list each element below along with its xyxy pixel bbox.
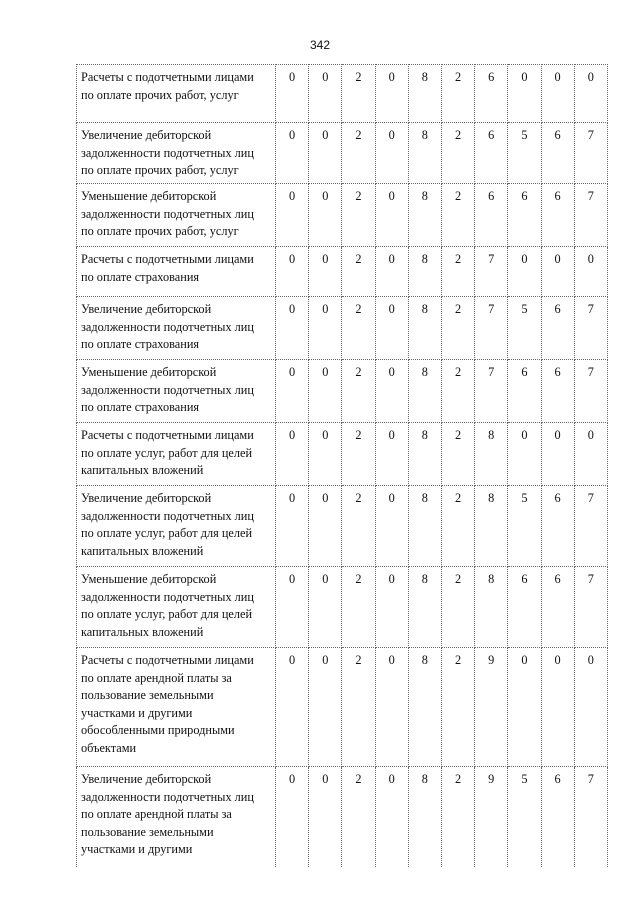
- code-digit-cell: 8: [408, 486, 441, 567]
- account-name-cell: [77, 486, 276, 567]
- code-digit-cell: 8: [408, 567, 441, 648]
- account-name-line: Расчеты с подотчетными лицами: [81, 653, 254, 667]
- code-digit-cell: 0: [309, 423, 342, 486]
- code-digit-cell: 8: [408, 184, 441, 247]
- code-digit-cell: 5: [508, 486, 541, 567]
- code-digit-cell: 0: [508, 65, 541, 123]
- code-digit-cell: 6: [475, 123, 508, 184]
- account-name-line: пользование земельными: [81, 688, 214, 702]
- code-digit-cell: 0: [276, 423, 309, 486]
- code-digit-cell: 2: [342, 123, 375, 184]
- code-digit-cell: 0: [508, 423, 541, 486]
- code-digit-cell: 2: [342, 567, 375, 648]
- code-digit-cell: 0: [508, 247, 541, 297]
- code-digit-cell: 6: [508, 567, 541, 648]
- account-name-line: обособленными природными: [81, 723, 235, 737]
- code-digit-cell: 6: [475, 65, 508, 123]
- code-digit-cell: 0: [309, 360, 342, 423]
- account-name-cell: [77, 360, 276, 423]
- code-digit-cell: 7: [475, 360, 508, 423]
- code-digit-cell: 0: [276, 297, 309, 360]
- account-name-line: участками и другими: [81, 705, 193, 720]
- code-digit-cell: 0: [276, 567, 309, 648]
- code-digit-cell: 0: [541, 247, 574, 297]
- code-digit-cell: 2: [441, 65, 474, 123]
- account-name-line: задолженности подотчетных лиц: [81, 508, 254, 523]
- code-digit-cell: 0: [309, 247, 342, 297]
- code-digit-cell: 8: [408, 648, 441, 767]
- code-digit-cell: 0: [375, 360, 408, 423]
- account-name-line: по оплате арендной платы за: [81, 807, 232, 821]
- code-digit-cell: 2: [441, 423, 474, 486]
- account-name-cell: [77, 648, 276, 767]
- code-digit-cell: 7: [574, 297, 607, 360]
- account-name-line: капитальных вложений: [81, 463, 204, 477]
- code-digit-cell: 7: [475, 297, 508, 360]
- code-digit-cell: 7: [574, 486, 607, 567]
- account-name-line: пользование земельными: [81, 824, 214, 839]
- table-row: [77, 567, 608, 648]
- code-digit-cell: 5: [508, 123, 541, 184]
- table-row: [77, 486, 608, 567]
- code-digit-cell: 0: [375, 648, 408, 767]
- page-number: 342: [309, 38, 331, 52]
- account-name-line: задолженности подотчетных лиц: [81, 319, 254, 334]
- code-digit-cell: 0: [574, 65, 607, 123]
- account-name-line: Уменьшение дебиторской: [81, 365, 217, 379]
- account-name-line: Увеличение дебиторской: [81, 302, 212, 316]
- code-digit-cell: 9: [475, 767, 508, 868]
- code-digit-cell: 8: [475, 423, 508, 486]
- code-digit-cell: 7: [574, 123, 607, 184]
- code-digit-cell: 2: [441, 123, 474, 184]
- code-digit-cell: 6: [541, 767, 574, 868]
- code-digit-cell: 5: [508, 297, 541, 360]
- code-digit-cell: 2: [441, 184, 474, 247]
- account-name-line: капитальных вложений: [81, 543, 204, 558]
- account-name-line: по оплате прочих работ, услуг: [81, 224, 239, 238]
- account-name-line: участками и другими: [81, 842, 193, 856]
- code-digit-cell: 0: [276, 360, 309, 423]
- code-digit-cell: 0: [375, 423, 408, 486]
- account-name-cell: [77, 297, 276, 360]
- account-name-line: Увеличение дебиторской: [81, 772, 212, 786]
- account-name-line: задолженности подотчетных лиц: [81, 382, 254, 397]
- code-digit-cell: 8: [408, 247, 441, 297]
- code-digit-cell: 7: [574, 360, 607, 423]
- table-row: [77, 360, 608, 423]
- code-digit-cell: 7: [574, 567, 607, 648]
- code-digit-cell: 0: [309, 648, 342, 767]
- account-name-cell: [77, 123, 276, 184]
- code-digit-cell: 2: [441, 567, 474, 648]
- account-name-line: Расчеты с подотчетными лицами: [81, 428, 254, 442]
- code-digit-cell: 6: [541, 360, 574, 423]
- code-digit-cell: 0: [309, 297, 342, 360]
- table-row: [77, 184, 608, 247]
- code-digit-cell: 0: [276, 486, 309, 567]
- account-name-line: задолженности подотчетных лиц: [81, 589, 254, 604]
- account-name-cell: [77, 184, 276, 247]
- table-row: [77, 247, 608, 297]
- table-row: [77, 297, 608, 360]
- code-digit-cell: 0: [276, 767, 309, 868]
- code-digit-cell: 0: [541, 65, 574, 123]
- code-digit-cell: 0: [508, 648, 541, 767]
- code-digit-cell: 0: [276, 247, 309, 297]
- account-name-cell: [77, 65, 276, 123]
- code-digit-cell: 8: [408, 423, 441, 486]
- table-row: [77, 65, 608, 123]
- code-digit-cell: 8: [408, 767, 441, 868]
- code-digit-cell: 2: [441, 360, 474, 423]
- account-name-line: по оплате услуг, работ для целей: [81, 526, 253, 540]
- code-digit-cell: 8: [408, 360, 441, 423]
- code-digit-cell: 8: [475, 486, 508, 567]
- code-digit-cell: 2: [441, 648, 474, 767]
- code-digit-cell: 0: [375, 123, 408, 184]
- account-name-cell: [77, 423, 276, 486]
- code-digit-cell: 0: [541, 648, 574, 767]
- code-digit-cell: 2: [342, 360, 375, 423]
- code-digit-cell: 0: [375, 767, 408, 868]
- code-digit-cell: 2: [342, 184, 375, 247]
- code-digit-cell: 2: [342, 297, 375, 360]
- code-digit-cell: 8: [408, 297, 441, 360]
- account-name-line: по оплате услуг, работ для целей: [81, 445, 253, 460]
- code-digit-cell: 6: [541, 297, 574, 360]
- code-digit-cell: 0: [574, 247, 607, 297]
- account-name-line: Увеличение дебиторской: [81, 128, 212, 142]
- code-digit-cell: 0: [574, 423, 607, 486]
- code-digit-cell: 0: [309, 486, 342, 567]
- code-digit-cell: 0: [574, 648, 607, 767]
- code-digit-cell: 0: [276, 648, 309, 767]
- code-digit-cell: 8: [475, 567, 508, 648]
- code-digit-cell: 2: [342, 648, 375, 767]
- code-digit-cell: 7: [574, 767, 607, 868]
- account-name-cell: [77, 567, 276, 648]
- code-digit-cell: 0: [375, 567, 408, 648]
- code-digit-cell: 2: [441, 767, 474, 868]
- code-digit-cell: 0: [276, 65, 309, 123]
- code-digit-cell: 2: [342, 423, 375, 486]
- account-codes-table: [76, 64, 608, 867]
- account-name-line: задолженности подотчетных лиц: [81, 789, 254, 804]
- account-name-line: Расчеты с подотчетными лицами: [81, 252, 254, 266]
- account-name-line: по оплате страхования: [81, 269, 200, 284]
- code-digit-cell: 8: [408, 123, 441, 184]
- account-name-line: Уменьшение дебиторской: [81, 189, 217, 203]
- code-digit-cell: 0: [309, 767, 342, 868]
- code-digit-cell: 7: [475, 247, 508, 297]
- table-row: [77, 423, 608, 486]
- code-digit-cell: 5: [508, 767, 541, 868]
- code-digit-cell: 2: [441, 486, 474, 567]
- account-name-line: задолженности подотчетных лиц: [81, 206, 254, 221]
- code-digit-cell: 6: [508, 360, 541, 423]
- code-digit-cell: 0: [309, 184, 342, 247]
- code-digit-cell: 2: [441, 297, 474, 360]
- code-digit-cell: 2: [342, 767, 375, 868]
- account-name-line: по оплате услуг, работ для целей: [81, 607, 253, 621]
- code-digit-cell: 0: [309, 123, 342, 184]
- account-name-cell: [77, 767, 276, 868]
- code-digit-cell: 2: [441, 247, 474, 297]
- code-digit-cell: 6: [508, 184, 541, 247]
- account-name-line: по оплате прочих работ, услуг: [81, 163, 239, 177]
- table-row: [77, 648, 608, 767]
- code-digit-cell: 2: [342, 247, 375, 297]
- account-name-line: Уменьшение дебиторской: [81, 572, 217, 586]
- code-digit-cell: 0: [375, 184, 408, 247]
- account-name-line: капитальных вложений: [81, 624, 204, 639]
- account-name-line: по оплате страхования: [81, 400, 200, 414]
- code-digit-cell: 0: [309, 567, 342, 648]
- table-row: [77, 767, 608, 868]
- code-digit-cell: 6: [541, 184, 574, 247]
- code-digit-cell: 0: [541, 423, 574, 486]
- code-digit-cell: 9: [475, 648, 508, 767]
- code-digit-cell: 0: [375, 486, 408, 567]
- code-digit-cell: 8: [408, 65, 441, 123]
- code-digit-cell: 6: [475, 184, 508, 247]
- code-digit-cell: 6: [541, 123, 574, 184]
- code-digit-cell: 2: [342, 65, 375, 123]
- account-name-line: задолженности подотчетных лиц: [81, 145, 254, 160]
- code-digit-cell: 0: [375, 247, 408, 297]
- code-digit-cell: 0: [309, 65, 342, 123]
- table-row: [77, 123, 608, 184]
- account-name-line: объектами: [81, 740, 137, 755]
- table-body: [77, 65, 608, 868]
- code-digit-cell: 0: [276, 184, 309, 247]
- account-name-line: Увеличение дебиторской: [81, 491, 212, 505]
- code-digit-cell: 2: [342, 486, 375, 567]
- code-digit-cell: 0: [276, 123, 309, 184]
- code-digit-cell: 7: [574, 184, 607, 247]
- code-digit-cell: 0: [375, 65, 408, 123]
- account-name-line: по оплате страхования: [81, 337, 200, 351]
- account-name-line: по оплате прочих работ, услуг: [81, 87, 239, 102]
- account-name-line: Расчеты с подотчетными лицами: [81, 70, 254, 84]
- code-digit-cell: 0: [375, 297, 408, 360]
- account-name-cell: [77, 247, 276, 297]
- code-digit-cell: 6: [541, 567, 574, 648]
- account-name-line: по оплате арендной платы за: [81, 670, 232, 685]
- code-digit-cell: 6: [541, 486, 574, 567]
